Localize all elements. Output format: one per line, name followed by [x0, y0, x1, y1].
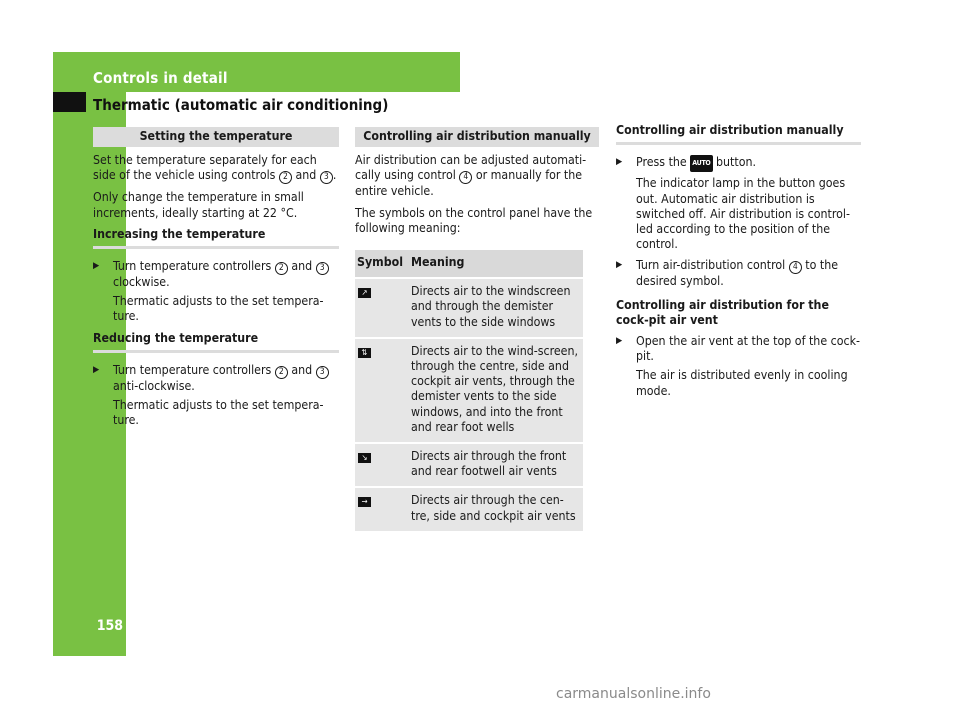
air-distribution-heading: Controlling air distribution manually: [355, 127, 599, 147]
control-3-marker: 3: [316, 366, 329, 379]
footwell-airflow-icon: ↘: [358, 453, 371, 463]
setting-temperature-heading: Setting the temperature: [93, 127, 339, 147]
table-header-row: [355, 250, 583, 277]
list-item: ▶ Turn air-distribution control 4 to the desired symbol.: [616, 258, 839, 289]
column-manual-control: [616, 123, 861, 405]
meaning-cell: Directs air to the wind-screen, through the centre, side and cockpit air vents, through the demister vents to the side windows, and into the front and rear foot wells: [409, 339, 583, 442]
auto-button-icon: AUTO: [690, 155, 712, 172]
bullet-arrow-icon: ▶: [616, 157, 623, 168]
table-row: [355, 339, 583, 442]
windscreen-airflow-icon: ↗: [358, 288, 371, 298]
list-item: ▶ Turn temperature controllers 2 and 3 anti-clockwise.: [93, 363, 339, 394]
table-row: [355, 279, 583, 337]
increments-paragraph: Only change the temperature in small increments, ideally starting at 22 °C.: [93, 190, 304, 220]
section-title: Controls in detail: [93, 69, 228, 87]
page-number: 158: [96, 618, 123, 634]
reducing-temperature-heading: Reducing the temperature: [93, 330, 259, 345]
control-2-marker: 2: [279, 171, 292, 184]
bullet-arrow-icon: ▶: [93, 364, 100, 375]
bullet-arrow-icon: ▶: [616, 336, 623, 347]
control-2-marker: 2: [275, 366, 288, 379]
meaning-column-header: Meaning: [409, 250, 583, 277]
list-item: ▶ Open the air vent at the top of the cock-pit.: [616, 334, 860, 364]
control-4-marker: 4: [459, 171, 472, 184]
heading-rule: [616, 142, 861, 145]
symbol-table: [355, 248, 583, 533]
list-item: ▶ Press the AUTO button.: [616, 155, 861, 172]
control-3-marker: 3: [320, 171, 333, 184]
column-temperature: [93, 127, 339, 434]
symbol-column-header: Symbol: [355, 250, 409, 277]
table-row: [355, 444, 583, 486]
heading-rule: [93, 246, 339, 249]
intro-paragraph: Set the temperature separately for each side of the vehicle using controls 2 and 3 .: [93, 153, 337, 183]
table-row: [355, 488, 583, 530]
air-distribution-paragraph: Air distribution can be adjusted automati-cally using control 4 or manually for the entire vehicle.: [355, 153, 587, 199]
cooling-note: The air is distributed evenly in cooling mode.: [636, 368, 848, 398]
column-air-distribution: [355, 127, 599, 533]
watermark: carmanualsonline.info: [556, 686, 711, 702]
list-item: ▶ Turn temperature controllers 2 and 3 clockwise.: [93, 259, 339, 290]
centre-vents-airflow-icon: →: [358, 497, 371, 507]
auto-note: The indicator lamp in the button goes out. Automatic air distribution is switched off. Air distribution is control-led according to the position of the control.: [636, 176, 850, 252]
meaning-cell: Directs air to the windscreen and through the demister vents to the side windows: [409, 279, 583, 337]
symbols-paragraph: The symbols on the control panel have the following meaning:: [355, 205, 593, 235]
meaning-cell: Directs air through the front and rear footwell air vents: [409, 444, 583, 486]
increase-note: Thermatic adjusts to the set tempera-ture.: [113, 294, 324, 324]
heading-rule: [93, 350, 339, 353]
reduce-note: Thermatic adjusts to the set tempera-ture.: [113, 398, 324, 428]
chapter-marker: [53, 92, 86, 112]
chapter-title: Thermatic (automatic air conditioning): [93, 96, 389, 114]
all-vents-airflow-icon: ⇅: [358, 348, 371, 358]
increasing-temperature-heading: Increasing the temperature: [93, 226, 266, 241]
control-3-marker: 3: [316, 262, 329, 275]
control-2-marker: 2: [275, 262, 288, 275]
cockpit-vent-heading: Controlling air distribution for the cock-pit air vent: [616, 297, 829, 327]
bullet-arrow-icon: ▶: [93, 261, 100, 272]
meaning-cell: Directs air through the cen-tre, side and cockpit air vents: [409, 488, 583, 530]
manual-distribution-heading: Controlling air distribution manually: [616, 123, 844, 137]
bullet-arrow-icon: ▶: [616, 260, 623, 271]
control-4-marker: 4: [789, 261, 802, 274]
